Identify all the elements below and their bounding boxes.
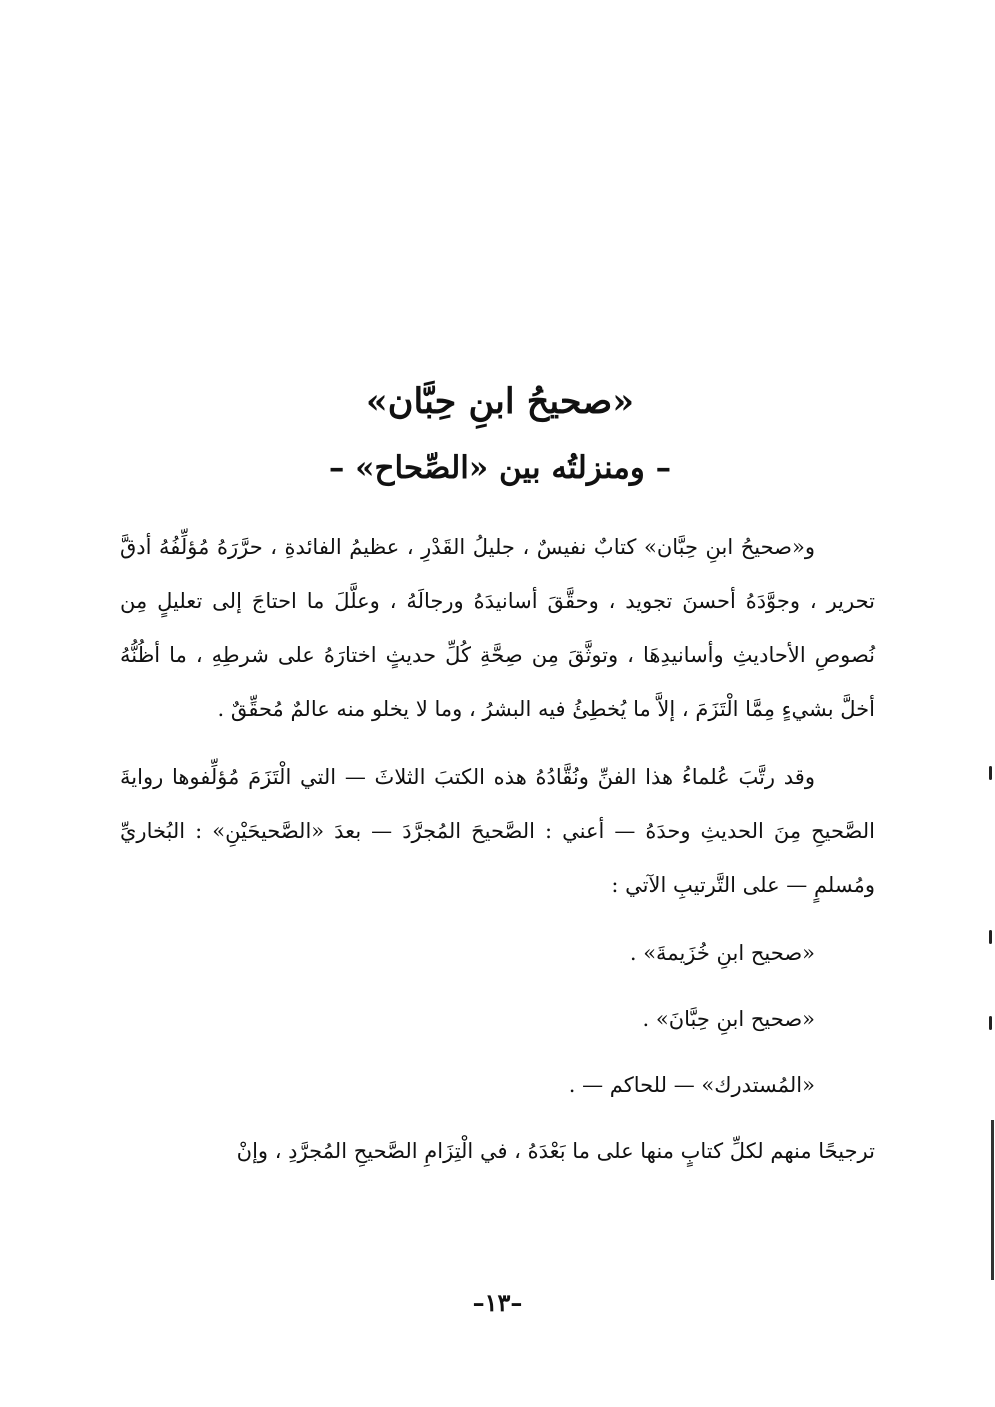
list-item-1: «صحيح ابنِ خُزَيمةَ» . xyxy=(629,941,815,965)
list-item-2: «صحيح ابنِ حِبَّانَ» . xyxy=(642,1007,815,1031)
paragraph-2: وقد رتَّبَ عُلماءُ هذا الفنِّ ونُقَّادُهُ هذه الكتبَ الثلاثَ — التي الْتَزَمَ مُؤلِّفوها روايةَ الصَّحيحِ مِنَ الحديثِ وحدَهُ — أعني : الصَّحيحَ المُجرَّدَ — بعدَ «الصَّحيحَيْنِ» : البُخاريِّ ومُسلمٍ — على التَّرتيبِ الآتي : xyxy=(120,765,875,897)
page-number: –١٣– xyxy=(472,1288,523,1317)
body-text xyxy=(120,520,875,1192)
closing-paragraph: ترجيحًا منهم لكلِّ كتابٍ منها على ما بَعْدَهُ ، في الْتِزَامِ الصَّحيحِ المُجرَّدِ ، وإنْ xyxy=(236,1139,875,1163)
chapter-title: «صحيحُ ابنِ حِبَّان» xyxy=(365,381,635,422)
scan-edge-mark xyxy=(989,930,992,944)
scan-edge-line xyxy=(991,1120,994,1280)
heading-block xyxy=(120,372,880,498)
list-item-3: «المُستدرك» — للحاكم — . xyxy=(568,1073,815,1097)
scan-edge-mark xyxy=(989,766,992,780)
scan-edge-mark xyxy=(989,1016,992,1030)
chapter-subtitle: – ومنزلتُه بين «الصِّحاح» – xyxy=(328,450,672,486)
paragraph-1: و«صحيحُ ابنِ حِبَّان» كتابٌ نفيسٌ ، جليلُ القَدْرِ ، عظيمُ الفائدةِ ، حرَّرَهُ مُؤلِّفُهُ أدقَّ تحرير ، وجوَّدَهُ أحسنَ تجويد ، وحقَّقَ أسانيدَهُ ورجالَهُ ، وعلَّلَ ما احتاجَ إلى تعليلٍ مِن نُصوصِ الأحاديثِ وأسانيدِهَا ، وتوثَّقَ مِن صِحَّةِ كُلِّ حديثٍ اختارَهُ على شرطِهِ ، ما أظُنُّهُ أخلَّ بشيءٍ مِمَّا الْتَزَمَ ، إلاَّ ما يُخطِئُ فيه البشرُ ، وما لا يخلو منه عالمٌ مُحقِّقٌ . xyxy=(120,535,875,721)
